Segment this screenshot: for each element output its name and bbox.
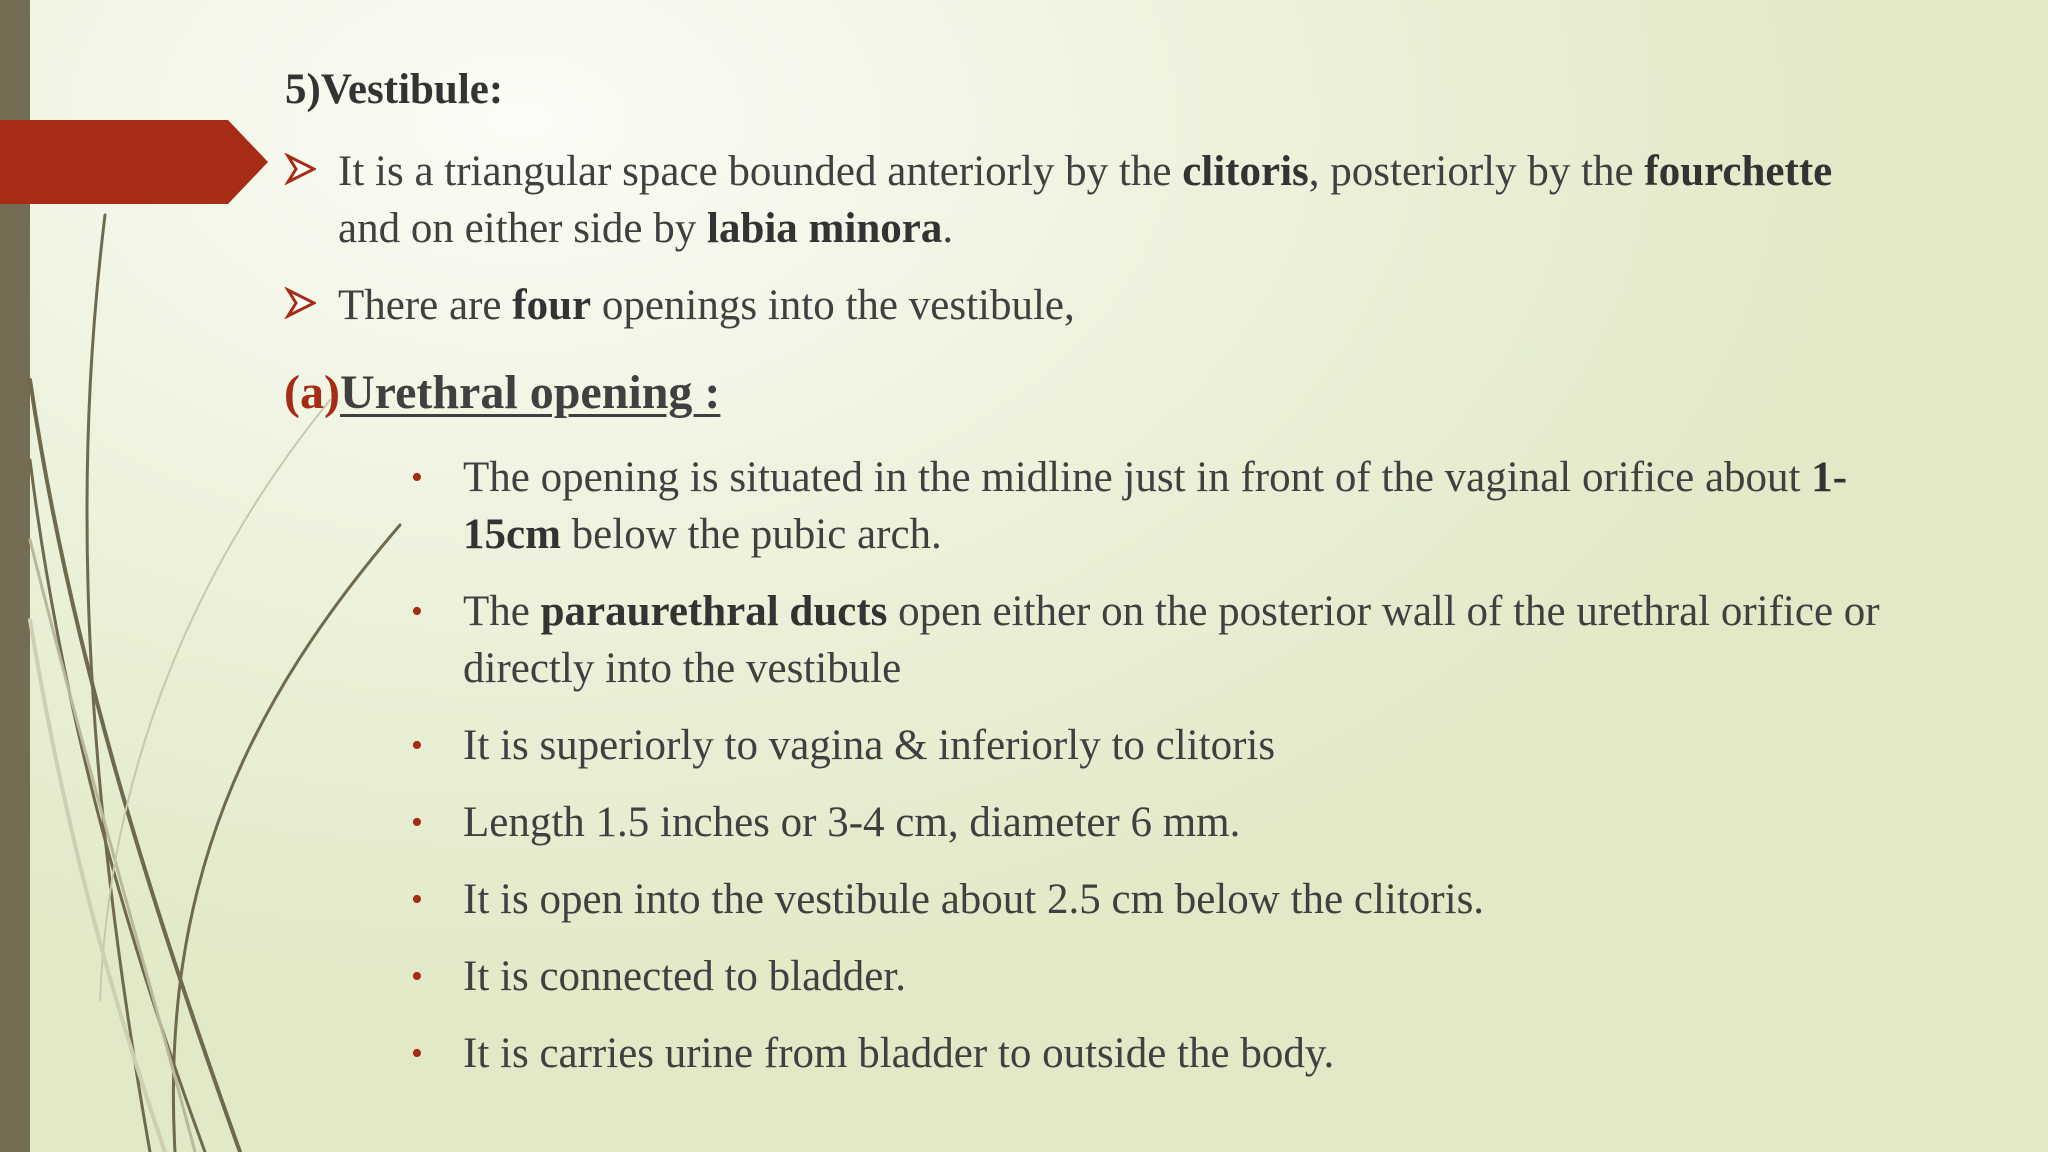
bullet-text: There are four openings into the vestibule, — [338, 282, 1075, 329]
sub-bullet-text: The opening is situated in the midline just in front of the vaginal orifice about 1-15cm below the pubic arch. — [463, 454, 1848, 558]
sub-bullet-item — [411, 794, 1893, 851]
bullet-text: It is a triangular space bounded anteriorly by the clitoris, posteriorly by the fourchette and on either side by labia minora. — [338, 148, 1833, 252]
round-bullet-icon: • — [411, 727, 423, 764]
round-bullet-icon: • — [411, 804, 423, 841]
round-bullet-icon: • — [411, 881, 423, 918]
subsection-heading — [284, 364, 720, 422]
sub-bullet-text: It is open into the vestibule about 2.5 cm below the clitoris. — [463, 876, 1485, 923]
bullet-item — [338, 143, 1898, 257]
subsection-title: Urethral opening : — [339, 366, 721, 419]
sub-bullet-item — [411, 449, 1893, 563]
arrowhead-bullet-icon — [284, 287, 316, 319]
sub-bullet-text: The paraurethral ducts open either on the posterior wall of the urethral orifice or directly into the vestibule — [463, 588, 1880, 692]
bullet-item — [338, 277, 1898, 334]
sub-bullet-item — [411, 717, 1893, 774]
sub-bullet-item — [411, 583, 1893, 697]
round-bullet-icon: • — [411, 593, 423, 630]
sub-bullet-text: It is carries urine from bladder to outside the body. — [463, 1030, 1335, 1077]
round-bullet-icon: • — [411, 958, 423, 995]
sub-bullet-text: It is superiorly to vagina & inferiorly to clitoris — [463, 722, 1276, 769]
sub-bullet-text: Length 1.5 inches or 3-4 cm, diameter 6 mm. — [463, 799, 1241, 846]
sub-bullet-item — [411, 1025, 1893, 1082]
arrowhead-bullet-icon — [284, 153, 316, 185]
round-bullet-icon: • — [411, 459, 423, 496]
sub-bullet-item — [411, 871, 1893, 928]
subsection-prefix: (a) — [284, 366, 340, 419]
sub-bullet-item — [411, 948, 1893, 1005]
sub-bullet-text: It is connected to bladder. — [463, 953, 906, 1000]
round-bullet-icon: • — [411, 1035, 423, 1072]
slide-heading: 5)Vestibule: — [285, 66, 504, 113]
